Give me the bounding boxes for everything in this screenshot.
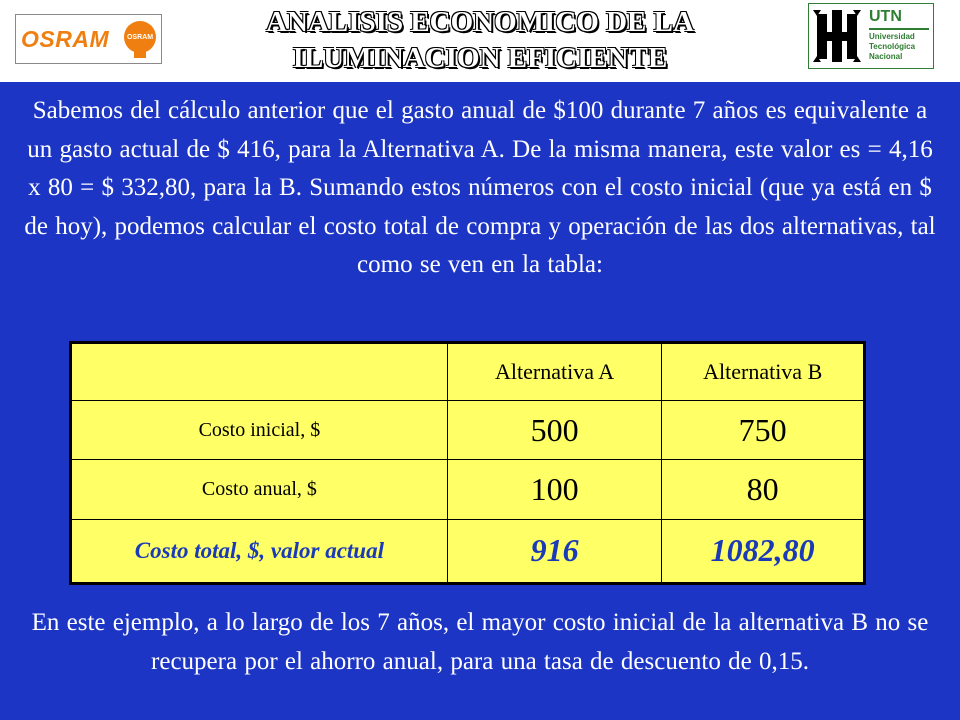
utn-logo-name	[869, 32, 933, 62]
value-alternativa-b: 750	[662, 401, 865, 460]
osram-bulb-icon	[122, 20, 158, 60]
utn-emblem-icon	[811, 8, 863, 64]
utn-logo-divider	[869, 28, 929, 30]
table-header-row	[71, 343, 865, 401]
header-bar	[0, 0, 960, 82]
table-row	[71, 460, 865, 519]
title-line-1: ANALISIS ECONOMICO DE LA	[266, 6, 694, 38]
utn-name-line: Universidad	[869, 32, 915, 41]
osram-logo-text: OSRAM	[21, 26, 110, 52]
table-header-cell	[71, 343, 448, 401]
utn-name-line: Nacional	[869, 52, 903, 61]
table-header-cell: Alternativa A	[447, 343, 662, 401]
total-alternativa-a: 916	[447, 519, 662, 583]
value-alternativa-a: 100	[447, 460, 662, 519]
total-alternativa-b: 1082,80	[662, 519, 865, 583]
utn-logo-code: UTN	[869, 8, 902, 25]
osram-logo-small-text: OSRAM	[126, 34, 154, 41]
value-alternativa-a: 500	[447, 401, 662, 460]
page-title	[180, 4, 780, 76]
conclusion-paragraph: En este ejemplo, a lo largo de los 7 años, el mayor costo inicial de la alternativa B no se recupera por el ahorro anual, para una tasa de descuento de 0,15.	[31, 609, 929, 675]
value-alternativa-b: 80	[662, 460, 865, 519]
intro-paragraph: Sabemos del cálculo anterior que el gasto anual de $100 durante 7 años es equivalente a un gasto actual de $ 416, para la Alternativa A. De la misma manera, este valor es = 4,16 x 80 = $ 332,80, para la B. Sumando estos números con el costo inicial (que ya está en $ de hoy), podemos calcular el costo total de compra y operación de las dos alternativas, tal como se ven en la tabla:	[24, 97, 936, 278]
title-line-2: ILUMINACION EFICIENTE	[292, 42, 668, 74]
cost-comparison-table	[69, 341, 866, 585]
osram-logo	[15, 14, 162, 64]
row-label: Costo anual, $	[71, 460, 448, 519]
utn-logo	[808, 3, 934, 69]
utn-name-line: Tecnológica	[869, 42, 916, 51]
table-row	[71, 401, 865, 460]
total-row-label: Costo total, $, valor actual	[71, 519, 448, 583]
table-header-cell: Alternativa B	[662, 343, 865, 401]
row-label: Costo inicial, $	[71, 401, 448, 460]
table-total-row	[71, 519, 865, 583]
